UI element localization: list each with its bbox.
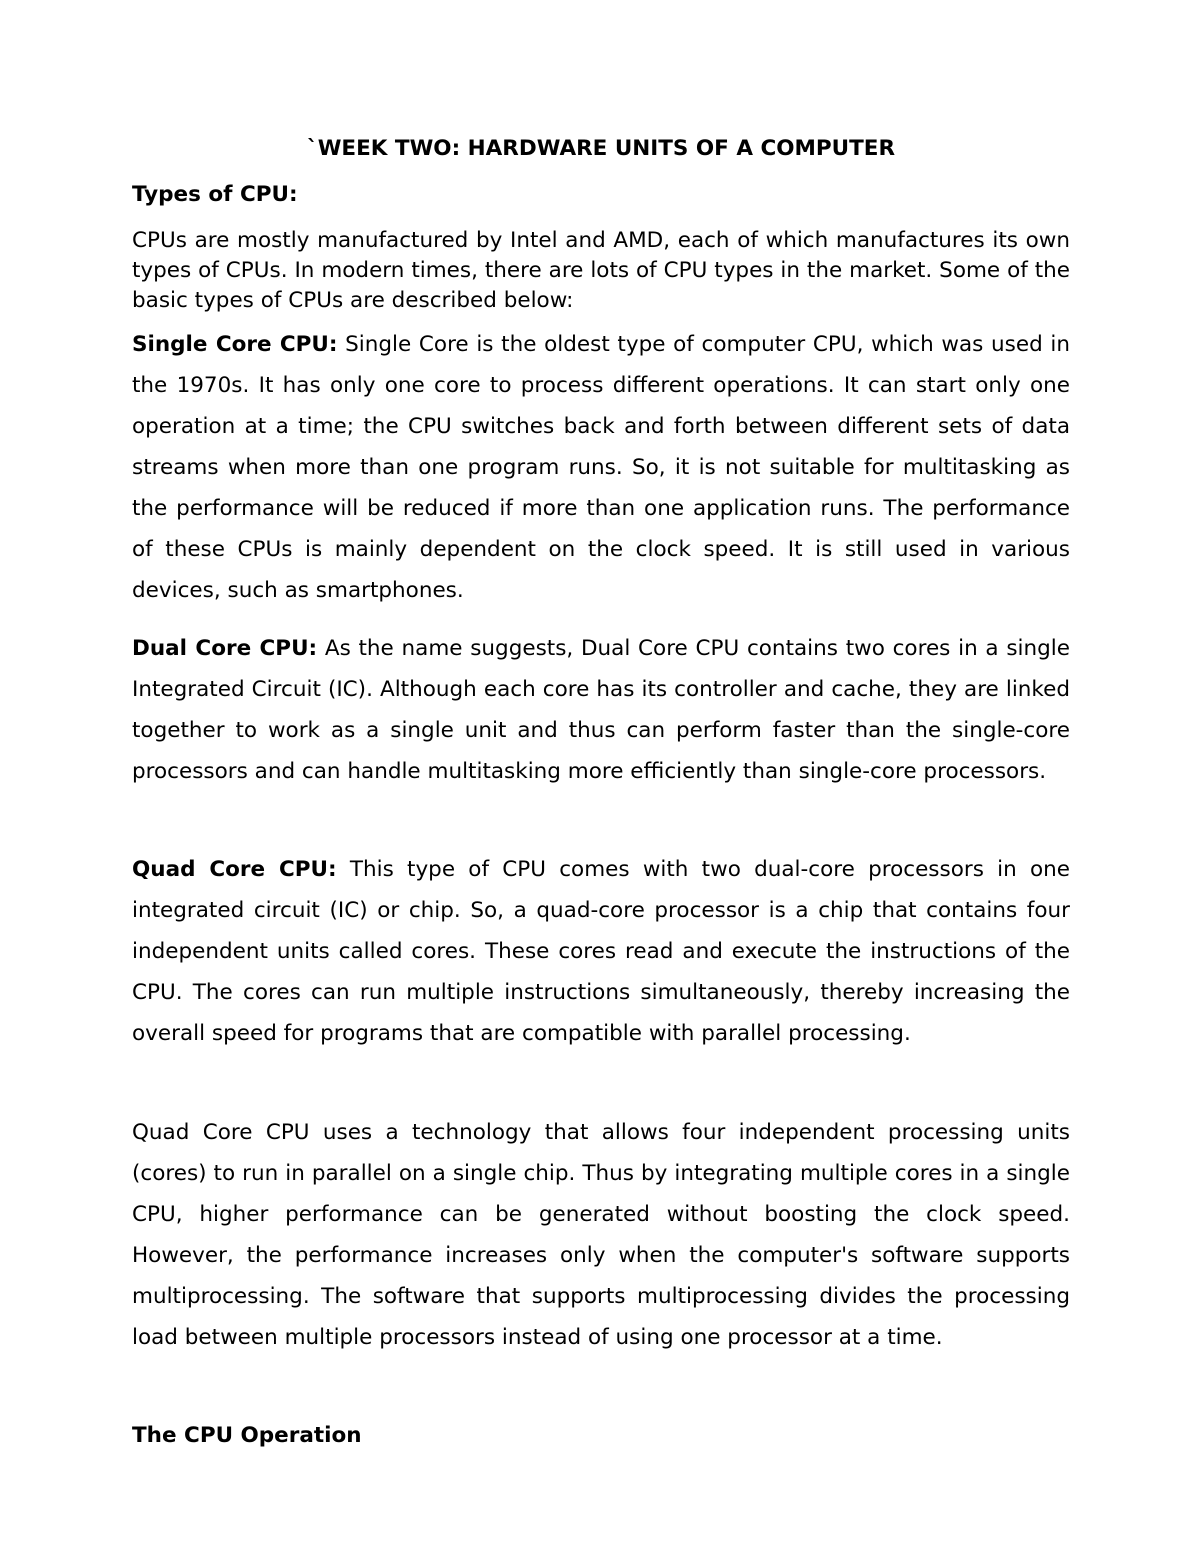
single-core-text: Single Core is the oldest type of computer CPU, which was used in the 1970s. It has only one core to process different operations. It can start only one operation at a time; the CPU switches back and forth between different sets of data streams when more than one program runs. So, it is not suitable for multitasking as the performance will be reduced if more than one application runs. The performance of these CPUs is mainly dependent on the clock speed. It is still used in various devices, such as smartphones. [132,332,1070,603]
page-title: `WEEK TWO: HARDWARE UNITS OF A COMPUTER [306,136,896,161]
dual-core-label: Dual Core CPU: [132,636,318,661]
dual-core-text: As the name suggests, Dual Core CPU contains two cores in a single Integrated Circuit (IC). Although each core has its controller and cache, they are linked together to work as a single unit and thus can perform faster than the single-core processors and can handle multitasking more efficiently than single-core processors. [132,636,1070,784]
quad-core-details-paragraph: Quad Core CPU uses a technology that allows four independent processing units (cores) to run in parallel on a single chip. Thus by integrating multiple cores in a single CPU, higher performance can be generated without boosting the clock speed. However, the performance increases only when the computer's software supports multiprocessing. The software that supports multiprocessing divides the processing load between multiple processors instead of using one processor at a time. [132,1120,1070,1350]
quad-core-label: Quad Core CPU: [132,857,337,882]
dual-core-paragraph [132,628,1070,792]
single-core-label: Single Core CPU: [132,332,338,357]
cpu-operation-heading: The CPU Operation [132,1423,362,1448]
quad-core-paragraph [132,849,1070,1054]
types-of-cpu-heading: Types of CPU: [132,182,298,207]
quad-core-text: This type of CPU comes with two dual-core processors in one integrated circuit (IC) or chip. So, a quad-core processor is a chip that contains four independent units called cores. These cores read and execute the instructions of the CPU. The cores can run multiple instructions simultaneously, thereby increasing the overall speed for programs that are compatible with parallel processing. [132,857,1070,1046]
single-core-paragraph [132,324,1070,611]
intro-paragraph: CPUs are mostly manufactured by Intel and AMD, each of which manufactures its own types of CPUs. In modern times, there are lots of CPU types in the market. Some of the basic types of CPUs are described below: [132,228,1070,313]
